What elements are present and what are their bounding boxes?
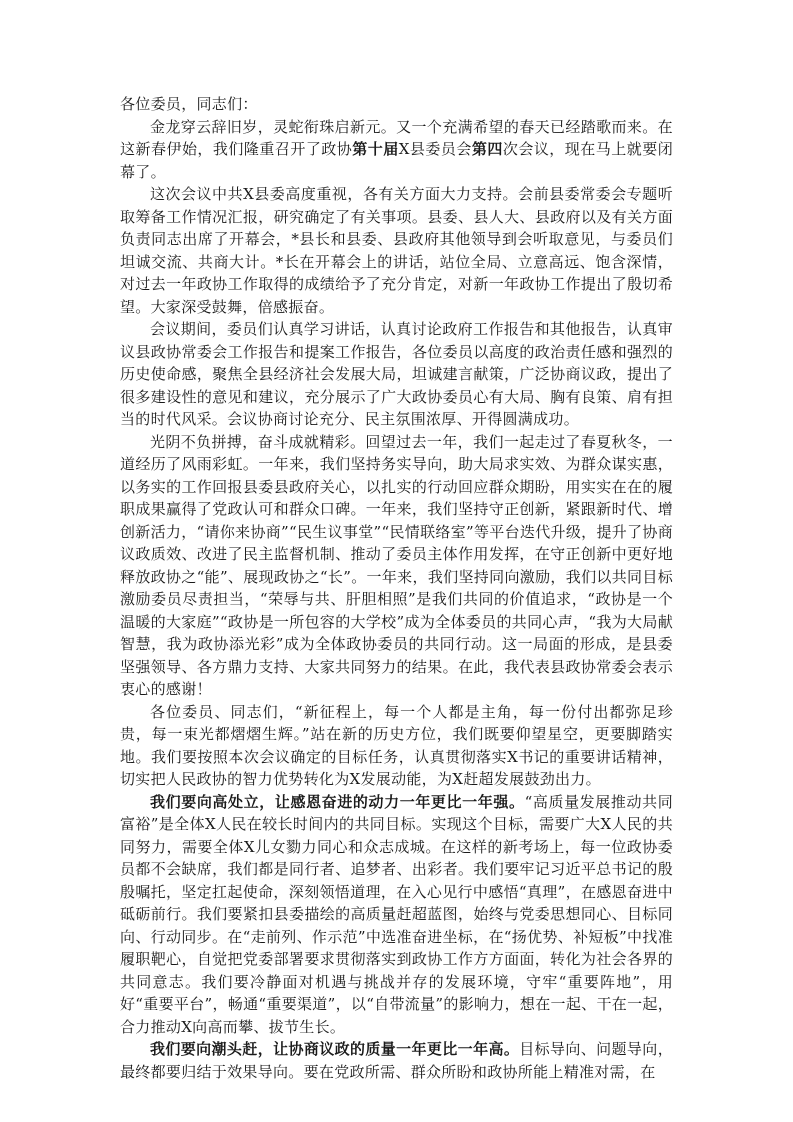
paragraph-goal-two — [120, 1038, 673, 1083]
goal-one-heading: 我们要向高处立，让感恩奋进的动力一年更比一年强。 — [150, 792, 525, 811]
paragraph-support: 这次会议中共X县委高度重视，各有关方面大力支持。会前县委常委会专题听取筹备工作情况汇报，研究确定了有关事项。县委、县人大、县政府以及有关方面负责同志出席了开幕会，*县长和县委、县政府其他领导到会听取意见，与委员们坦诚交流、共商大计。*长在开幕会上的讲话，站位全局、立意高远、饱含深情，对过去一年政协工作取得的成绩给予了充分肯定，对新一年政协工作提出了殷切希望。大家深受鼓舞，倍感振奋。 — [120, 185, 673, 316]
paragraph-address: 各位委员、同志们，“新征程上，每一个人都是主角，每一份付出都弥足珍贵，每一束光都熠熠生辉。”站在新的历史方位，我们既要仰望星空，更要脚踏实地。我们要按照本次会议确定的目标任务，认真贯彻落实X书记的重要讲话精神，切实把人民政协的智力优势转化为X发展动能，为X赶超发展鼓劲出力。 — [120, 702, 673, 788]
opening-text-end: 次会议，现在马上就要闭幕了。 — [120, 140, 673, 181]
goal-two-body: 目标导向、问题导向，最终都要归结于效果导向。要在党政所需、群众所盼和政协所能上精准对需，在 — [120, 1040, 673, 1081]
paragraph-meeting: 会议期间，委员们认真学习讲话，认真讨论政府工作报告和其他报告，认真审议县政协常委会工作报告和提案工作报告，各位委员以高度的政治责任感和强烈的历史使命感，聚焦全县经济社会发展大局，坦诚建言献策，广泛协商议政，提出了很多建设性的意见和建议，充分展示了广大政协委员心有大局、胸有良策、肩有担当的时代风采。会议协商讨论充分、民主氛围浓厚、开得圆满成功。 — [120, 320, 673, 428]
goal-one-body: “高质量发展推动共同富裕”是全体X人民在较长时间内的共同目标。实现这个目标，需要广大X人民的共同努力，需要全体X儿女勠力同心和众志成城。在这样的新考场上，每一位政协委员都不会缺席，我们都是同行者、追梦者、出彩者。我们要牢记习近平总书记的殷殷嘱托，坚定扛起使命，深刻领悟道理，在入心见行中感悟“真理”，在感恩奋进中砥砺前行。我们要紧扣县委描绘的高质量赶超蓝图，始终与党委思想同心、目标同向、行动同步。在“走前列、作示范”中选准奋进坐标，在“扬优势、补短板”中找准履职靶心，自觉把党委部署要求贯彻落实到政协工作方方面面，转化为社会各界的共同意志。我们要冷静面对机遇与挑战并存的发展环境，守牢“重要阵地”，用好“重要平台”，畅通“重要渠道”，以“自带流量”的影响力，想在一起、干在一起，合力推动X向高而攀、拔节生长。 — [120, 792, 674, 1036]
paragraph-goal-one — [120, 791, 673, 1039]
meeting-number: 第四 — [471, 140, 503, 158]
goal-two-heading: 我们要向潮头赶，让协商议政的质量一年更比一年高。 — [150, 1040, 520, 1058]
committee-name: X县委员会 — [398, 140, 472, 158]
paragraph-review: 光阴不负拼搏，奋斗成就精彩。回望过去一年，我们一起走过了春夏秋冬，一道经历了风雨彩虹。一年来，我们坚持务实导向，助大局求实效、为群众谋实惠，以务实的工作回报县委县政府关心，以扎实的行动回应群众期盼，用实实在在的履职成果赢得了党政认可和群众口碑。一年来，我们坚持守正创新，紧跟新时代、增创新活力，“请你来协商”“民生议事堂”“民情联络室”等平台迭代升级，提升了协商议政质效、改进了民主监督机制、推动了委员主体作用发挥，在守正创新中更好地释放政协之“能”、展现政协之“长”。一年来，我们坚持同向激励，我们以共同目标激励委员尽责担当，“荣辱与共、肝胆相照”是我们共同的价值追求，“政协是一个温暖的大家庭”“政协是一所包容的大学校”成为全体委员的共同心声，“我为大局献智慧，我为政协添光彩”成为全体政协委员的共同行动。这一局面的形成，是县委坚强领导、各方鼎力支持、大家共同努力的结果。在此，我代表县政协常委会表示衷心的感谢！ — [120, 432, 673, 698]
opening-text: 金龙穿云辞旧岁，灵蛇衔珠启新元。又一个充满希望的春天已经踏歌而来。在这新春伊始，我们隆重召开了政协 — [120, 117, 673, 158]
salutation: 各位委员，同志们： — [120, 95, 258, 113]
session-number: 第十届 — [352, 140, 399, 158]
paragraph-opening — [120, 116, 673, 184]
